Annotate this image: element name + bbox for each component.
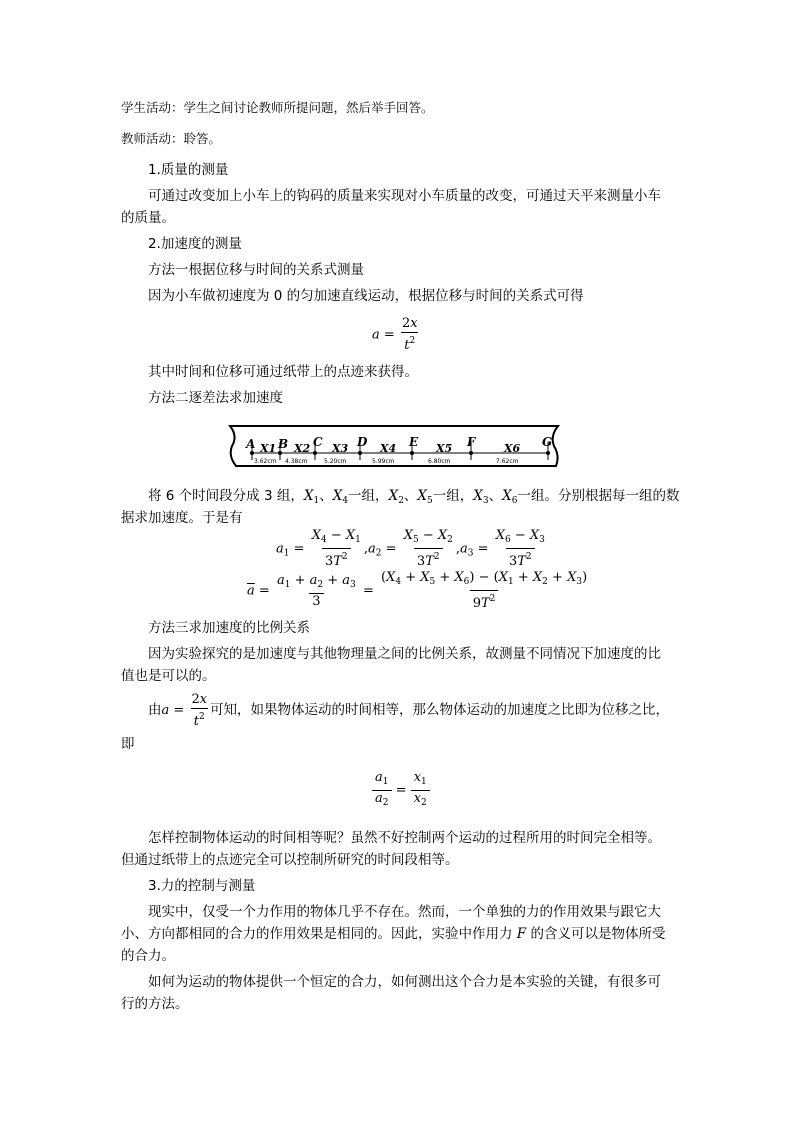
segment-label-x3: X3 [332, 442, 349, 455]
grouping-formula-text: $X_1$、$X_4$一组，$X_2$、$X_5$一组，$X_3$、$X_6$一组。分别根据每一组的 [303, 488, 666, 506]
length-label-3: 5.20cm [324, 458, 347, 465]
length-label-6: 7.62cm [496, 458, 519, 465]
formula-average-acceleration: $\overline{a}$ = $\frac{a_1 + a_2 + a_3}{3}$ = $\frac{(X_4 + X_5 + X_6) - (X_1 + X_2 + X_3)}{9T^2}$ [247, 570, 588, 611]
length-label-5: 6.80cm [428, 458, 451, 465]
paragraph-student-activity: 学生活动：学生之间讨论教师所提问题，然后举手回答。 [121, 100, 434, 115]
formula-a-equals-2x-over-t2: a = $\frac{2x}{t^2}$ [372, 316, 418, 353]
method-one: 方法一根据位移与时间的关系式测量 [148, 262, 364, 278]
paragraph-grouping: 将 6 个时间段分成 3 组，$X_1$、$X_4$一组，$X_2$、$X_5$一组，$X_3$、$X_6$一组。分别根据每一组的数 [148, 488, 680, 506]
paragraph-force-line1: 现实中，仅受一个力作用的物体几乎不存在。然而，一个单独的力的作用效果与跟它大 [148, 904, 661, 920]
point-label-b: B [278, 437, 289, 451]
paragraph-ratio-line1: 因为实验探究的是加速度与其他物理量之间的比例关系，故测量不同情况下加速度的比 [148, 646, 661, 662]
paragraph-control-time-line1: 怎样控制物体运动的时间相等呢？虽然不好控制两个运动的过程所用的时间完全相等。 [148, 830, 661, 846]
point-label-e: E [409, 435, 419, 449]
paragraph-force-line3: 的合力。 [121, 948, 175, 964]
force-symbol: F [512, 926, 531, 942]
heading-acceleration: 2.加速度的测量 [148, 236, 242, 252]
paragraph-constant-force-line2: 行的方法。 [121, 996, 189, 1012]
point-label-g: G [542, 435, 553, 449]
length-label-2: 4.38cm [285, 458, 308, 465]
formula-a1-a2-a3: $a_1$ = $\frac{X_4 - X_1}{3T^2}$ $,a_2$ = $\frac{X_5 - X_2}{3T^2}$ $,a_3$ = $\frac{X_6 - X_3}{3T^2}$ [276, 528, 545, 569]
segment-label-x5: X5 [436, 442, 453, 455]
paper-tape-diagram [222, 418, 566, 476]
paragraph-grouping-line2: 据求加速度。于是有 [121, 510, 243, 526]
point-label-d: D [357, 435, 368, 449]
paragraph-time-displacement: 其中时间和位移可通过纸带上的点迹来获得。 [148, 364, 418, 380]
length-label-4: 5.99cm [372, 458, 395, 465]
length-label-1: 3.62cm [254, 458, 277, 465]
paragraph-mass-line2: 的质量。 [121, 210, 175, 226]
point-label-f: F [467, 435, 476, 449]
paragraph-constant-force-line1: 如何为运动的物体提供一个恒定的合力，如何测出这个合力是本实验的关键，有很多可 [148, 974, 661, 990]
segment-label-x1: X1 [260, 442, 277, 455]
formula-ratio: $\frac{a_1}{a_2}$ = $\frac{x_1}{x_2}$ [372, 770, 430, 811]
segment-label-x4: X4 [380, 442, 397, 455]
paragraph-mass-line1: 可通过改变加上小车上的钩码的质量来实现对小车质量的改变，可通过天平来测量小车 [148, 188, 661, 204]
point-label-a: A [246, 437, 256, 451]
segment-label-x6: X6 [504, 442, 521, 455]
paragraph-control-time-line2: 但通过纸带上的点迹完全可以控制所研究的时间段相等。 [121, 852, 459, 868]
inline-formula-a: a = $\frac{2x}{t^2}$ [161, 691, 208, 729]
paragraph-teacher-activity: 教师活动：聆答。 [121, 131, 222, 146]
paragraph-ratio-line2: 值也是可以的。 [121, 668, 216, 684]
method-three: 方法三求加速度的比例关系 [148, 620, 310, 636]
segment-label-x2: X2 [294, 442, 311, 455]
heading-force: 3.力的控制与测量 [148, 878, 256, 894]
point-label-c: C [313, 435, 323, 449]
method-two: 方法二逐差法求加速度 [148, 390, 283, 406]
heading-mass: 1.质量的测量 [148, 162, 229, 178]
paragraph-force-line2: 小、方向都相同的合力的作用效果是相同的。因此，实验中作用力 F 的含义可以是物体所受 [121, 926, 666, 942]
paragraph-method-one: 因为小车做初速度为 0 的匀加速直线运动，根据位移与时间的关系式可得 [148, 288, 584, 304]
paragraph-from-formula: 由a = $\frac{2x}{t^2}$ 可知，如果物体运动的时间相等，那么物体运动的加速度之比即为位移之比， [148, 691, 670, 729]
paragraph-namely: 即 [121, 736, 135, 752]
